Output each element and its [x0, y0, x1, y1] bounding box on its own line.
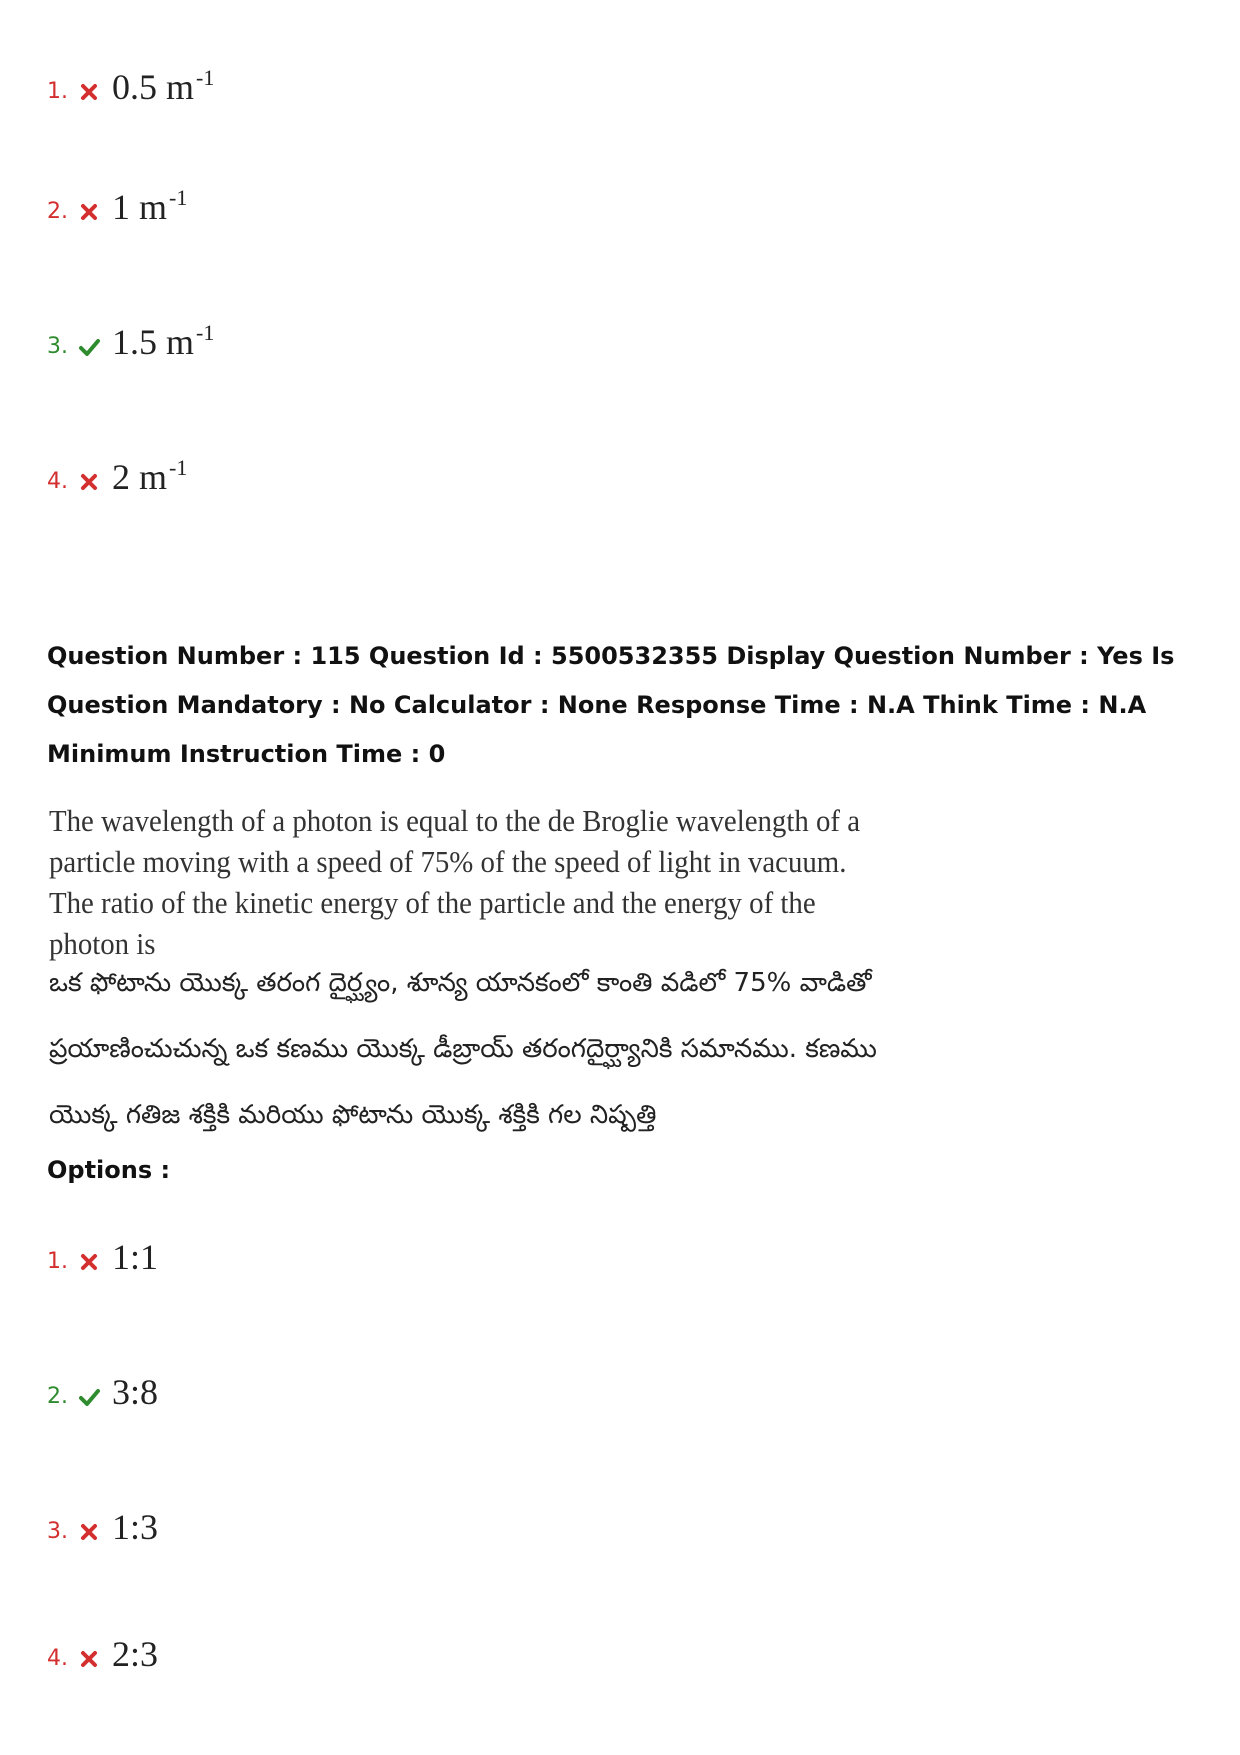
option-number: 3. — [47, 334, 68, 359]
prev-option-3 — [47, 300, 214, 360]
prev-option-2 — [47, 165, 187, 225]
option-value: 1 $m^{-1}$ — [112, 185, 188, 227]
cross-icon — [78, 201, 100, 223]
option-4 — [47, 1612, 158, 1672]
option-number: 3. — [47, 1519, 68, 1544]
option-value: 0.5 $m^{-1}$ — [112, 65, 215, 107]
check-icon — [78, 1386, 100, 1408]
check-icon — [78, 336, 100, 358]
question-meta: Question Number : 115 Question Id : 5500532355 Display Question Number : Yes Is Question Mandatory : No Calculator : None Response Time : N.A Think Time : N.A Minimum Instruction Time : 0 — [47, 642, 1175, 768]
cross-icon — [78, 1251, 100, 1273]
option-number: 2. — [47, 199, 68, 224]
option-value: 1.5 $m^{-1}$ — [112, 320, 215, 362]
option-value: 1:1 — [112, 1237, 159, 1277]
option-2 — [47, 1350, 158, 1410]
cross-icon — [78, 471, 100, 493]
option-value: 3:8 — [112, 1372, 159, 1412]
option-number: 1. — [47, 79, 68, 104]
cross-icon — [78, 1521, 100, 1543]
option-number: 4. — [47, 1646, 68, 1671]
option-value: 2:3 — [112, 1634, 159, 1674]
prev-option-1 — [47, 45, 214, 105]
prev-option-4 — [47, 435, 187, 495]
options-label: Options : — [47, 1156, 171, 1184]
question-text-telugu: ఒక ఫోటాను యొక్క తరంగ దైర్ఘ్యం, శూన్య యానకంలో కాంతి వడిలో 75% వాడితో ప్రయాణించుచున్న ఒక కణము యొక్క డీబ్రాయ్ తరంగదైర్ఘ్యానికి సమానము. కణము యొక్క గతిజ శక్తికి మరియు ఫోటాను యొక్క శక్తికి గల నిష్పత్తి — [49, 968, 877, 1130]
cross-icon — [78, 1648, 100, 1670]
option-number: 2. — [47, 1384, 68, 1409]
option-3 — [47, 1485, 158, 1545]
option-value: 2 $m^{-1}$ — [112, 455, 188, 497]
option-number: 1. — [47, 1249, 68, 1274]
option-1 — [47, 1215, 158, 1275]
cross-icon — [78, 81, 100, 103]
question-text-english: The wavelength of a photon is equal to the de Broglie wavelength of a particle moving with a speed of 75% of the speed of light in vacuum. The ratio of the kinetic energy of the particle and the energy of the photon is — [49, 803, 861, 961]
option-value: 1:3 — [112, 1507, 159, 1547]
option-number: 4. — [47, 469, 68, 494]
